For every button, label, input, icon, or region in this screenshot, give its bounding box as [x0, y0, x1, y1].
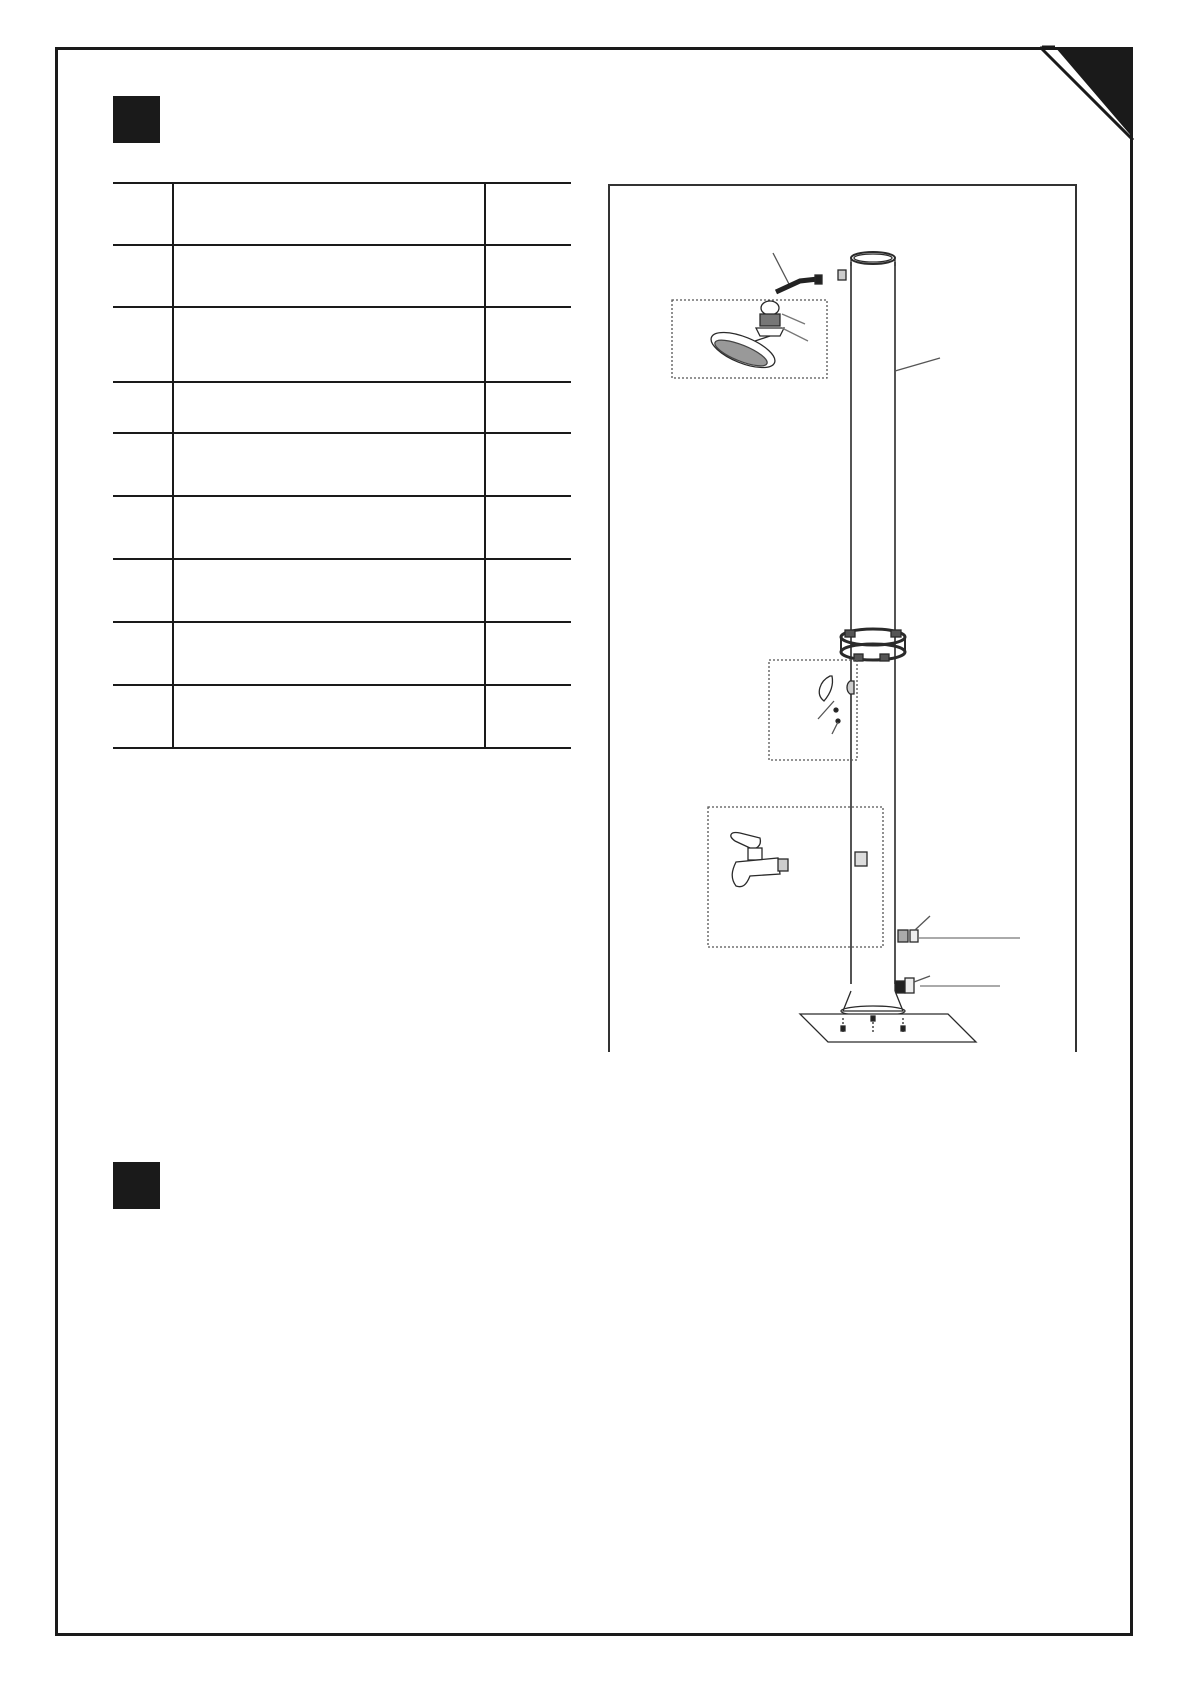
hose-connector-icon — [895, 916, 1020, 993]
part-name — [173, 433, 485, 496]
table-row — [113, 307, 571, 382]
col-quantity — [485, 183, 571, 245]
part-quantity — [485, 245, 571, 307]
part-quantity — [485, 559, 571, 622]
page-corner-tab — [1030, 40, 1150, 150]
part-quantity — [485, 622, 571, 685]
part-name — [173, 496, 485, 559]
part-number — [113, 622, 173, 685]
table-header-row — [113, 183, 571, 245]
exploded-diagram-drawing — [610, 186, 1079, 1054]
part-number — [113, 433, 173, 496]
exploded-diagram — [608, 184, 1077, 1052]
part-number — [113, 245, 173, 307]
valve-handle-icon — [818, 676, 854, 734]
col-number — [113, 183, 173, 245]
shower-head-icon — [707, 301, 808, 375]
section-marker-1 — [113, 96, 160, 143]
part-name — [173, 382, 485, 433]
part-number — [113, 685, 173, 748]
part-name — [173, 622, 485, 685]
column-collar — [841, 629, 905, 661]
part-quantity — [485, 382, 571, 433]
part-number — [113, 307, 173, 382]
col-part-name — [173, 183, 485, 245]
part-name — [173, 307, 485, 382]
base-plate — [800, 991, 976, 1042]
part-quantity — [485, 307, 571, 382]
table-row — [113, 433, 571, 496]
tap-icon — [731, 833, 867, 887]
section-marker-2 — [113, 1162, 160, 1209]
table-row — [113, 382, 571, 433]
part-quantity — [485, 496, 571, 559]
part-name — [173, 245, 485, 307]
part-quantity — [485, 685, 571, 748]
table-row — [113, 685, 571, 748]
column-tube — [851, 262, 940, 984]
part-name — [173, 559, 485, 622]
part-name — [173, 685, 485, 748]
valve-detail-box — [769, 660, 857, 760]
part-number — [113, 382, 173, 433]
parts-table — [113, 182, 571, 749]
shower-arm-icon — [773, 253, 822, 292]
table-row — [113, 559, 571, 622]
table-row — [113, 245, 571, 307]
part-number — [113, 559, 173, 622]
column-top — [838, 252, 895, 280]
table-row — [113, 622, 571, 685]
part-quantity — [485, 433, 571, 496]
table-row — [113, 496, 571, 559]
part-number — [113, 496, 173, 559]
